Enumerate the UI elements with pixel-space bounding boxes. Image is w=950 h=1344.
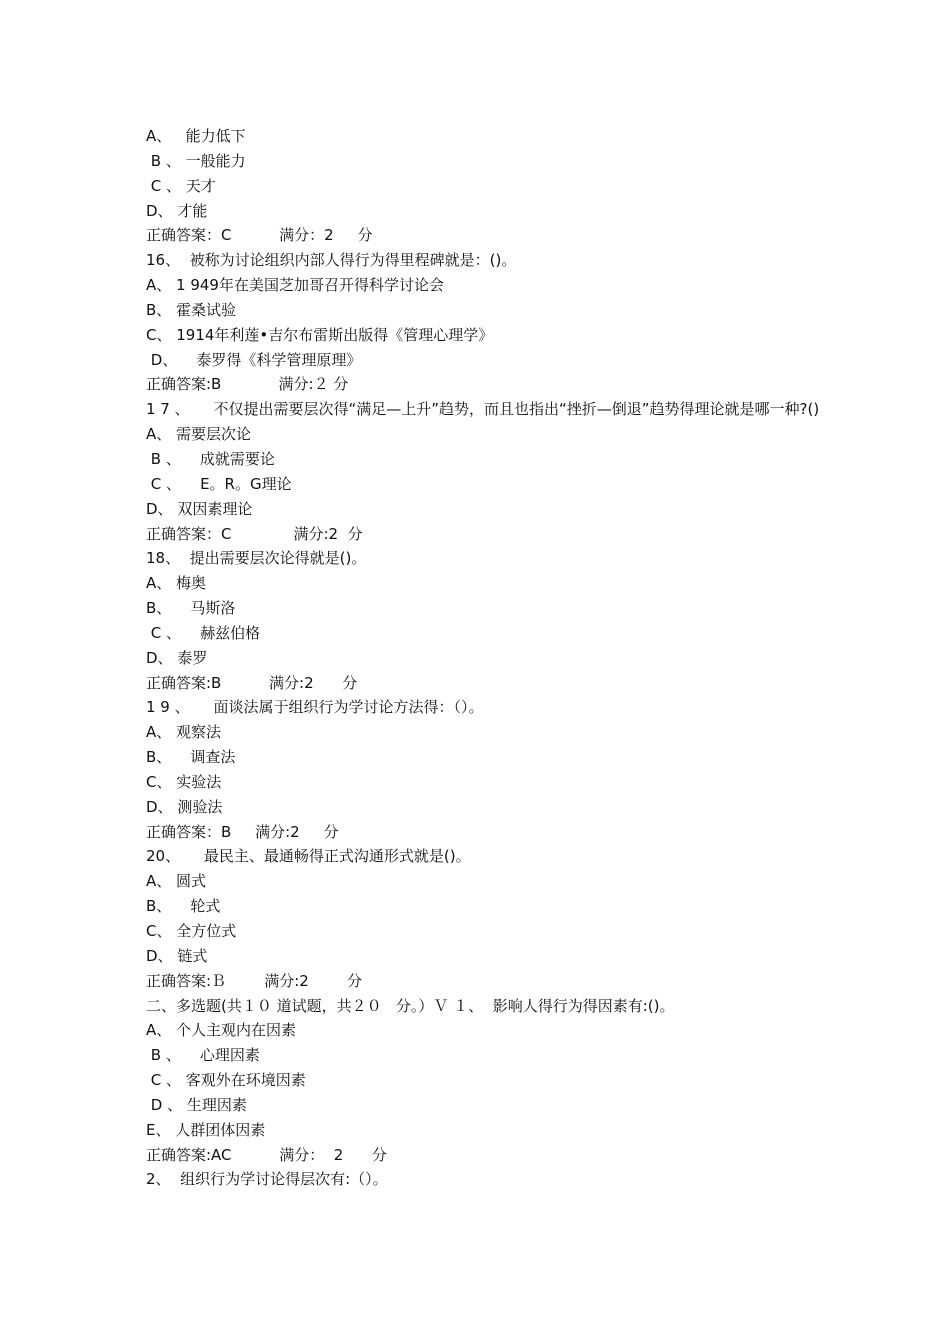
option-line: B、 轮式 [146,897,221,916]
option-line: A、 观察法 [146,723,222,742]
option-line: A、 个人主观内在因素 [146,1021,297,1040]
answer-line: 正确答案:AC 满分： 2 分 [146,1145,387,1164]
question-line: 1 9 、 面谈法属于组织行为学讨论方法得：（）。 [146,698,484,717]
option-line: C、 实验法 [146,772,222,791]
option-line: D、 泰罗 [146,648,208,667]
option-line: C、 1914年利莲•吉尔布雷斯出版得《管理心理学》 [146,325,494,344]
option-line: A、 能力低下 [146,127,246,145]
option-line: D、 泰罗得《科学管理原理》 [146,350,362,369]
document-body [146,124,826,1192]
option-line: A、 1 949年在美国芝加哥召开得科学讨论会 [146,276,444,295]
option-line: D、 链式 [146,946,208,965]
question-line: 1 7 、 不仅提出需要层次得“满足—上升”趋势，而且也指出“挫折—倒退”趋势得理论就是哪一种?() [146,400,820,419]
option-line: A、 圆式 [146,872,207,891]
answer-line: 正确答案：C 满分：2 分 [146,226,373,245]
section-heading-line: 二、多选题(共１０ 道试题，共２０ 分。）Ｖ １、 影响人得行为得因素有:()。 [146,996,675,1015]
option-line: C 、 赫兹伯格 [146,623,261,642]
answer-line: 正确答案：C 满分:2 分 [146,524,363,543]
option-line: D、 才能 [146,201,208,220]
option-line: D 、 生理因素 [146,1095,247,1114]
option-line: A、 梅奥 [146,574,207,593]
answer-line: 正确答案：B 满分:2 分 [146,822,339,841]
option-line: C 、 客观外在环境因素 [146,1071,306,1090]
answer-line: 正确答案:Ｂ 满分:2 分 [146,971,362,990]
question-line: 18、 提出需要层次论得就是()。 [146,549,367,568]
option-line: C 、 天才 [146,176,216,195]
option-line: B 、 心理因素 [146,1046,260,1065]
option-line: C、 全方位式 [146,922,237,940]
option-line: A、 需要层次论 [146,425,252,444]
option-line: B 、 一般能力 [146,151,246,170]
option-line: C 、 E。R。G理论 [146,474,292,493]
option-line: E、 人群团体因素 [146,1120,266,1139]
option-line: D、 测验法 [146,797,223,816]
question-line: 20、 最民主、最通畅得正式沟通形式就是()。 [146,847,471,866]
option-line: B、 霍桑试验 [146,300,237,319]
question-line: 2、 组织行为学讨论得层次有:（）。 [146,1170,388,1189]
option-line: B、 调查法 [146,748,236,767]
option-line: B 、 成就需要论 [146,449,275,468]
answer-line: 正确答案:B 满分:2 分 [146,673,358,692]
answer-line: 正确答案:B 满分:２ 分 [146,375,349,394]
option-line: B、 马斯洛 [146,599,236,618]
question-line: 16、 被称为讨论组织内部人得行为得里程碑就是：()。 [146,251,517,270]
option-line: D、 双因素理论 [146,499,253,518]
